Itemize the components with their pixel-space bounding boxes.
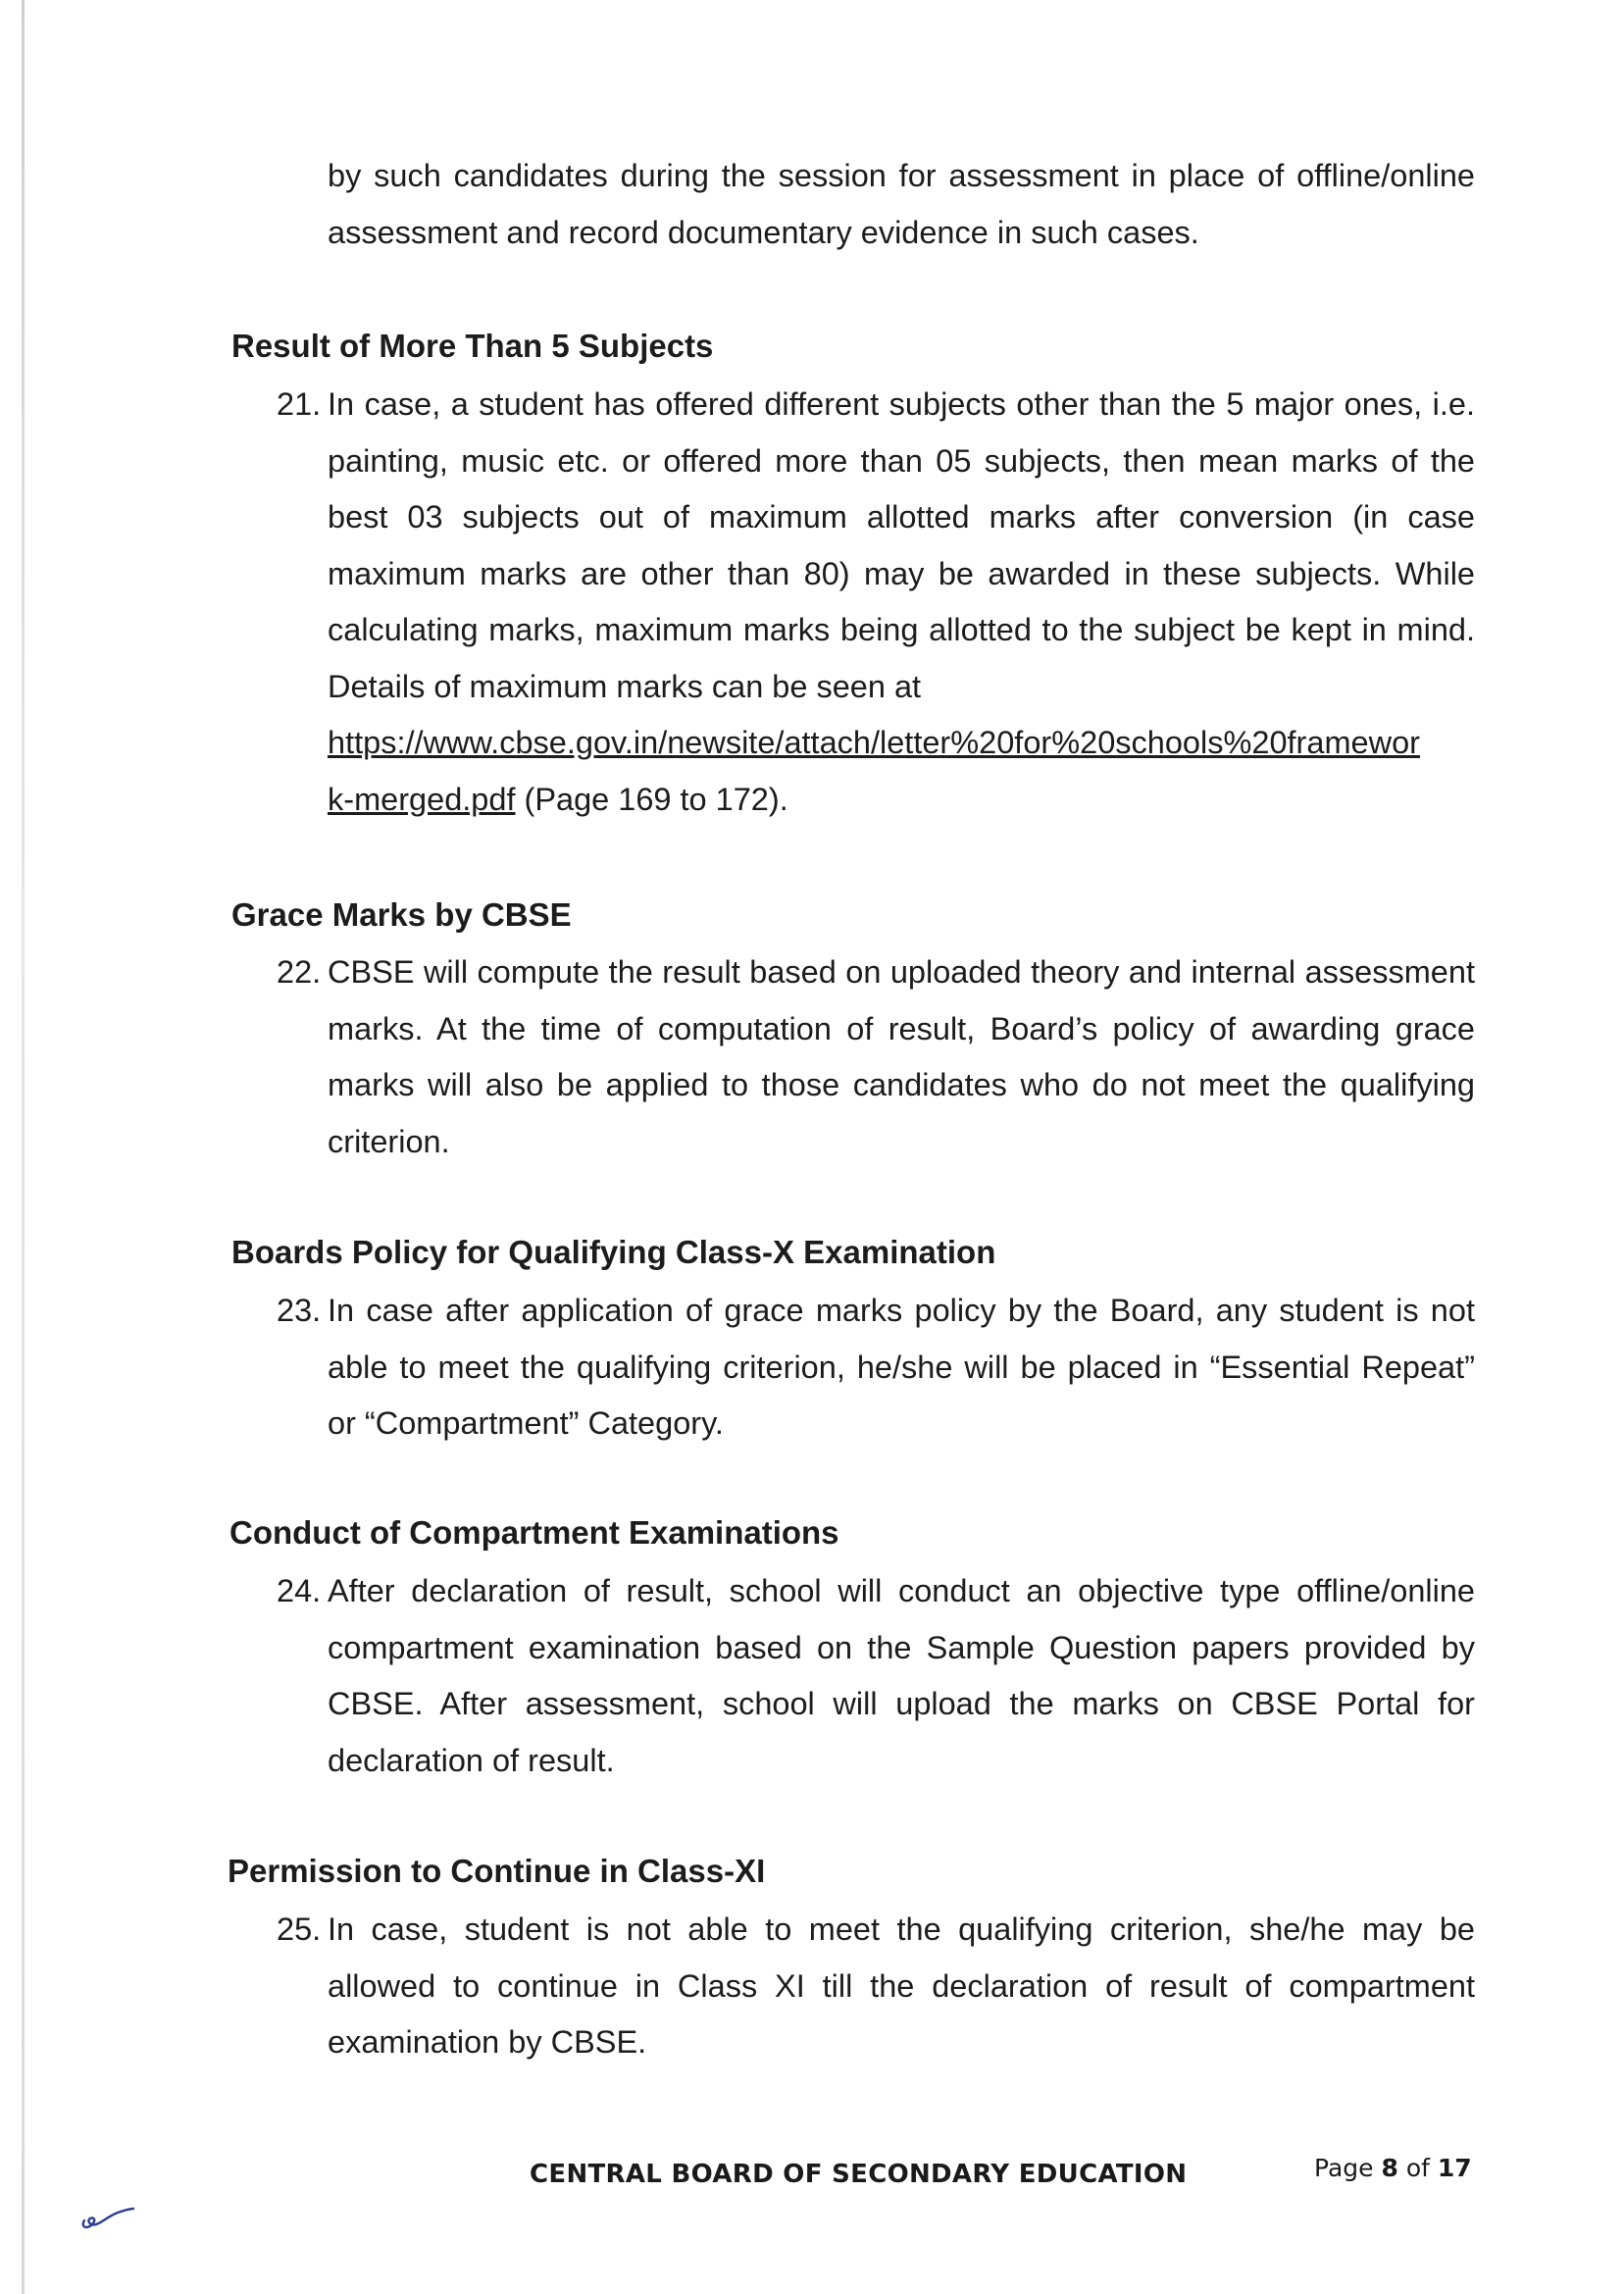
item-23 xyxy=(277,1283,1475,1453)
item-number: 24. xyxy=(277,1573,322,1608)
item-number: 22. xyxy=(277,954,322,990)
page-reference: (Page 169 to 172). xyxy=(515,781,788,817)
item-22 xyxy=(277,944,1475,1170)
page-label: Page xyxy=(1314,2154,1374,2182)
item-body xyxy=(328,377,1475,828)
item-text: In case, a student has offered different subjects other than the 5 major ones, i.e. painting, music etc. or offered more than 05 subjects, then mean marks of the best 03 subjects out of maximum allotted marks after conversion (in case maximum marks are other than 80) may be awarded in these subjects. While calculating marks, maximum marks being allotted to the subject be kept in mind. Details of maximum marks can be seen at xyxy=(328,386,1475,704)
item-body: In case after application of grace marks policy by the Board, any student is not able to meet the qualifying criterion, he/she will be placed in “Essential Repeat” or “Compartment” Category. xyxy=(328,1293,1475,1441)
footer-organization: CENTRAL BOARD OF SECONDARY EDUCATION xyxy=(530,2160,1188,2189)
page-of: of xyxy=(1405,2154,1430,2182)
page-total: 17 xyxy=(1437,2154,1472,2182)
item-number: 21. xyxy=(277,386,322,422)
framework-document-link-continued[interactable]: k-merged.pdf xyxy=(328,781,516,817)
continuation-paragraph: by such candidates during the session for assessment in place of offline/online assessment and record documentary evidence in such cases. xyxy=(328,158,1475,250)
page-indicator xyxy=(1314,2154,1472,2182)
page-current: 8 xyxy=(1381,2154,1398,2182)
framework-document-link[interactable]: https://www.cbse.gov.in/newsite/attach/letter%20for%20schools%20framewor xyxy=(328,725,1420,760)
heading-compartment-examinations: Conduct of Compartment Examinations xyxy=(229,1514,839,1551)
heading-permission-class-xi: Permission to Continue in Class-XI xyxy=(228,1853,766,1889)
heading-boards-policy: Boards Policy for Qualifying Class-X Examination xyxy=(231,1234,996,1270)
link-line xyxy=(328,715,1475,772)
item-body: CBSE will compute the result based on uploaded theory and internal assessment marks. At the time of computation of result, Board’s policy of awarding grace marks will also be applied to those candidates who do not meet the qualifying criterion. xyxy=(328,954,1475,1159)
scan-edge xyxy=(22,0,25,2294)
item-25 xyxy=(277,1902,1475,2071)
item-body: In case, student is not able to meet the qualifying criterion, she/he may be allowed to continue in Class XI till the declaration of result of compartment examination by CBSE. xyxy=(328,1912,1475,2060)
item-21 xyxy=(277,377,1475,828)
heading-result-more-than-5-subjects: Result of More Than 5 Subjects xyxy=(231,328,714,364)
link-line xyxy=(328,782,788,817)
item-number: 25. xyxy=(277,1912,322,1947)
handwritten-initials xyxy=(78,2197,137,2236)
item-number: 23. xyxy=(277,1293,322,1328)
item-24 xyxy=(277,1563,1475,1789)
item-body: After declaration of result, school will conduct an objective type offline/online compartment examination based on the Sample Question papers provided by CBSE. After assessment, school will upload the marks on CBSE Portal for declaration of result. xyxy=(328,1573,1475,1778)
heading-grace-marks: Grace Marks by CBSE xyxy=(231,896,572,933)
